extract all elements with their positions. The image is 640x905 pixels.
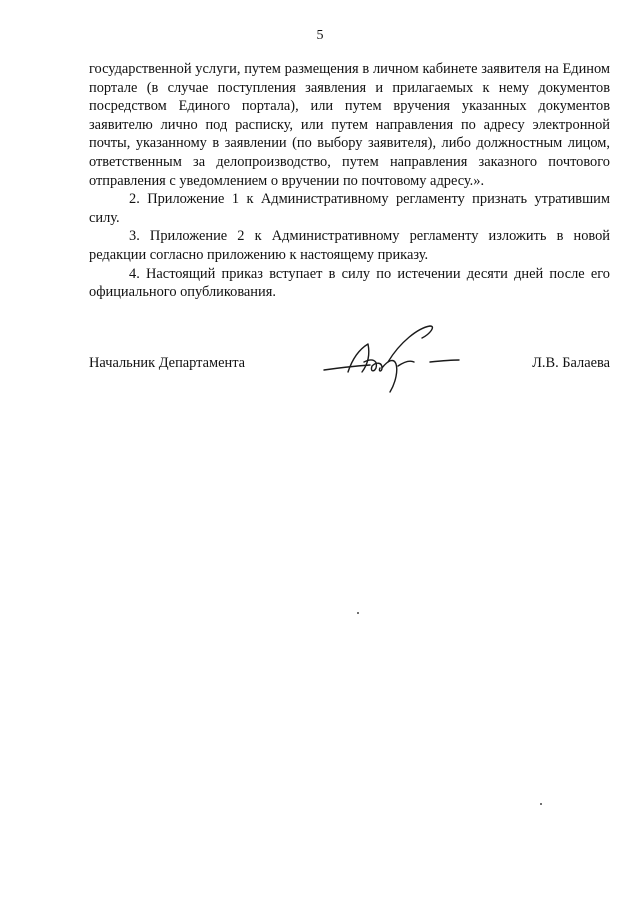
paragraph-item-2: 2. Приложение 1 к Административному регламенту признать утратившим силу. — [89, 191, 610, 226]
signatory-name: Л.В. Балаева — [532, 355, 610, 371]
document-body — [89, 60, 610, 302]
page-number: 5 — [316, 28, 324, 43]
paragraph-continuation: государственной услуги, путем размещения в личном кабинете заявителя на Едином портале (в случае поступления заявления и прилагаемых к нему документов посредством Единого портала), или путем вручения указанных документов заявителю лично под расписку, или путем направления по адресу электронной почты, указанному в заявлении (по выбору заявителя), либо должностным лицом, ответственным за делопроизводство, путем направления заказного почтового отправления с уведомлением о вручении по почтовому адресу.». — [89, 61, 610, 189]
scan-speck — [357, 612, 359, 614]
paragraph-item-4: 4. Настоящий приказ вступает в силу по истечении десяти дней после его официального опубликования. — [89, 265, 610, 301]
scan-speck — [540, 803, 542, 805]
paragraph-item-3: 3. Приложение 2 к Административному регламенту изложить в новой редакции согласно приложению к настоящему приказу. — [89, 228, 610, 263]
handwritten-signature — [318, 322, 463, 394]
signatory-position: Начальник Департамента — [89, 355, 246, 371]
